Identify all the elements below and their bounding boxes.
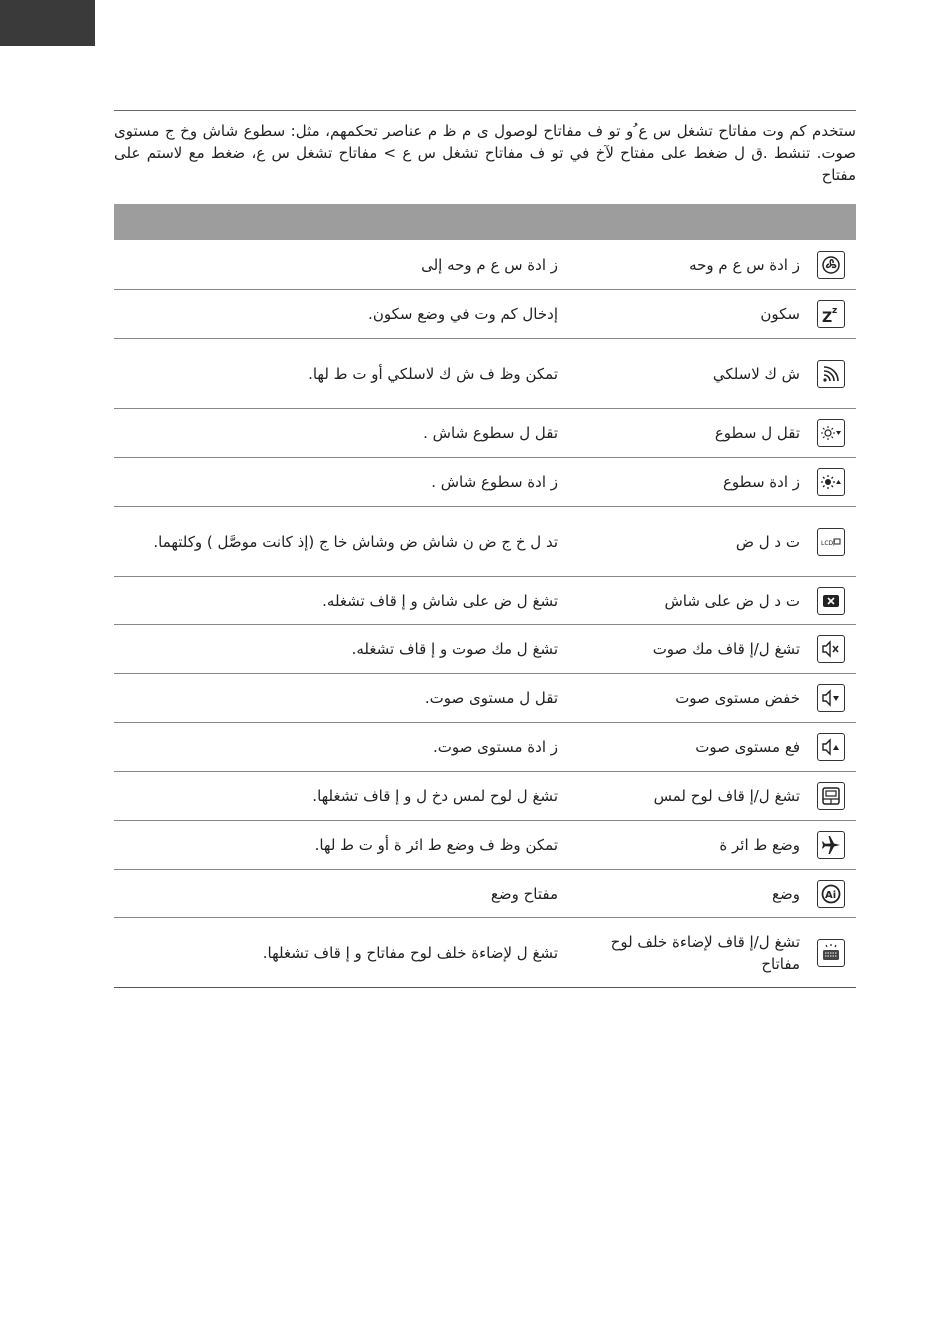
screen-off-icon: [817, 587, 845, 615]
row-desc: تقل ل سطوع شاش .: [423, 424, 558, 442]
brightness-up-icon: [817, 468, 845, 496]
brightness-down-icon: [817, 419, 845, 447]
row-desc: تمكن وظ ف وضع ط ائر ة أو ت ط لها.: [314, 836, 558, 854]
row-desc: تقل ل مستوى صوت.: [424, 689, 558, 707]
row-name: تقل ل سطوع: [714, 424, 800, 442]
table-row: [114, 289, 856, 338]
row-desc: تد ل خ ج ض ن شاش ض وشاش خا ج (إذ كانت موصَّل ) وكلتهما.: [153, 532, 558, 551]
volume-down-icon: [817, 684, 845, 712]
intro-paragraph: ستخدم كم وت مفاتاح تشغل س ع ُو تو ف مفاتاح لوصول ى م ظ م عناصر تحكمهم، مثل: سطوع شاش وخ ج مستوى صوت. تنشط .ق ل ضغط على مفتاح لآخ في تو ف مفاتاح تشغل س ع > مفاتاح تشغل س ع، ضغط مع لاستم على مفتاح: [114, 122, 856, 184]
mute-icon: [817, 635, 845, 663]
table-header-bar: [114, 204, 856, 240]
airplane-icon: [817, 831, 845, 859]
table-row: [114, 576, 856, 624]
row-name: وضع: [772, 884, 800, 903]
table-row: [114, 338, 856, 408]
row-desc: تشغ ل مك صوت و إ قاف تشغله.: [351, 640, 558, 658]
table-row: [114, 820, 856, 869]
row-desc: مفتاح وضع: [490, 884, 558, 903]
row-name: خفض مستوى صوت: [675, 689, 800, 707]
top-divider: [114, 110, 856, 111]
intro-text: [114, 120, 856, 186]
volume-up-icon: [817, 733, 845, 761]
fan-speed-icon: [817, 251, 845, 279]
row-name: تشغ ل/إ قاف مك صوت: [652, 640, 800, 658]
keyboard-backlight-icon: [817, 939, 845, 967]
ai-mode-icon: [817, 880, 845, 908]
table-row: [114, 408, 856, 457]
row-name: ت د ل ض: [735, 532, 800, 551]
table-row: [114, 722, 856, 771]
svg-text:Ai: Ai: [825, 889, 837, 901]
table-row: [114, 869, 856, 917]
hotkey-table: [114, 240, 856, 988]
sleep-icon: [817, 300, 845, 328]
row-desc: ز ادة سطوع شاش .: [431, 473, 558, 491]
svg-text:z: z: [832, 306, 838, 316]
row-desc: تشغ ل لوح لمس دخ ل و إ قاف تشغلها.: [312, 787, 558, 805]
row-desc: تشغ ل ض على شاش و إ قاف تشغله.: [322, 591, 558, 610]
display-toggle-icon: [817, 528, 845, 556]
row-name: ز ادة س ع م وحه: [689, 255, 800, 274]
table-row: [114, 457, 856, 506]
svg-text:LCD/: LCD/: [821, 539, 836, 547]
row-desc: ز ادة مستوى صوت.: [432, 738, 558, 756]
table-row: [114, 240, 856, 289]
row-name: ش ك لاسلكي: [712, 364, 800, 383]
row-desc: تمكن وظ ف ش ك لاسلكي أو ت ط لها.: [308, 364, 558, 383]
row-desc: ز ادة س ع م وحه إلى: [421, 255, 558, 274]
row-name: وضع ط ائر ة: [719, 836, 800, 854]
touchpad-icon: [817, 782, 845, 810]
table-row: [114, 673, 856, 722]
row-desc: إدخال كم وت في وضع سكون.: [368, 305, 558, 323]
table-row: [114, 624, 856, 673]
row-name: ز ادة سطوع: [722, 473, 800, 491]
row-desc: تشغ ل لإضاءة خلف لوح مفاتاح و إ قاف تشغلها.: [262, 943, 558, 962]
corner-tab: [0, 0, 95, 46]
svg-text:Z: Z: [822, 310, 833, 325]
table-row: [114, 917, 856, 987]
wireless-icon: [817, 360, 845, 388]
row-name: ت د ل ض على شاش: [664, 591, 800, 610]
row-name: تشغ ل/إ قاف لوح لمس: [653, 787, 800, 805]
table-row: [114, 506, 856, 576]
row-name: تشغ ل/إ قاف لإضاءة خلف لوح مفاتاح: [610, 932, 800, 973]
row-name: سكون: [760, 305, 800, 323]
row-name: فع مستوى صوت: [695, 738, 800, 756]
table-row: [114, 771, 856, 820]
